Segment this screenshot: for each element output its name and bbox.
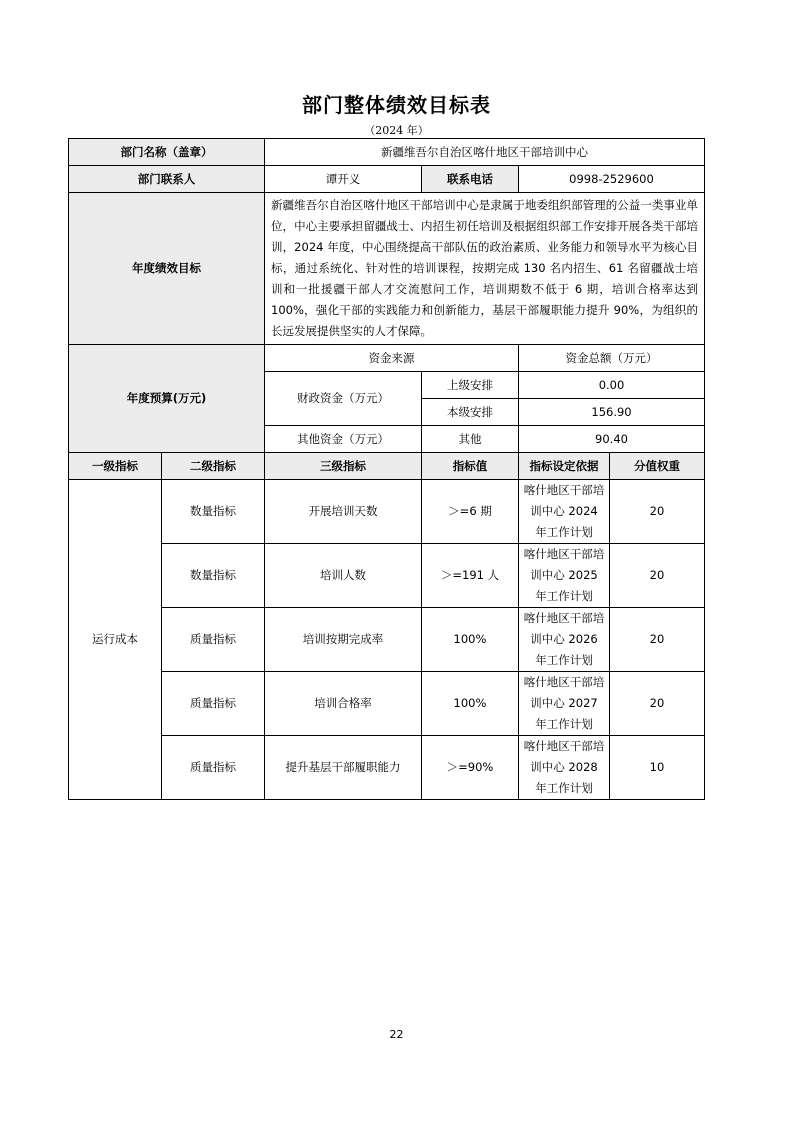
level1-indicator: 运行成本 (69, 480, 162, 800)
level2-indicator: 质量指标 (162, 736, 265, 800)
level2-indicator: 数量指标 (162, 480, 265, 544)
indicator-value: ＞=191 人 (422, 544, 519, 608)
upper-allocation-label: 上级安排 (422, 372, 519, 399)
level3-indicator: 提升基层干部履职能力 (265, 736, 422, 800)
other-fund-sub: 其他 (422, 426, 519, 453)
level3-indicator: 培训按期完成率 (265, 608, 422, 672)
header-weight: 分值权重 (610, 453, 705, 480)
level2-indicator: 数量指标 (162, 544, 265, 608)
header-level2: 二级指标 (162, 453, 265, 480)
phone-label: 联系电话 (422, 166, 519, 193)
indicator-basis: 喀什地区干部培训中心 2026 年工作计划 (519, 608, 610, 672)
indicator-value: ＞=6 期 (422, 480, 519, 544)
fund-total-header: 资金总额（万元） (519, 345, 705, 372)
indicator-value: ＞=90% (422, 736, 519, 800)
upper-allocation-value: 0.00 (519, 372, 705, 399)
other-fund-label: 其他资金（万元） (265, 426, 422, 453)
page-title: 部门整体绩效目标表 (302, 93, 491, 117)
dept-name-label: 部门名称（盖章） (69, 139, 265, 166)
goal-label: 年度绩效目标 (69, 193, 265, 345)
indicator-basis: 喀什地区干部培训中心 2028 年工作计划 (519, 736, 610, 800)
local-allocation-label: 本级安排 (422, 399, 519, 426)
fiscal-fund-label: 财政资金（万元） (265, 372, 422, 426)
indicator-basis: 喀什地区干部培训中心 2024 年工作计划 (519, 480, 610, 544)
other-fund-value: 90.40 (519, 426, 705, 453)
indicator-basis: 喀什地区干部培训中心 2025 年工作计划 (519, 544, 610, 608)
indicator-weight: 10 (610, 736, 705, 800)
indicator-weight: 20 (610, 672, 705, 736)
level2-indicator: 质量指标 (162, 672, 265, 736)
budget-label: 年度预算(万元) (69, 345, 265, 453)
page-number: 22 (389, 1028, 404, 1041)
local-allocation-value: 156.90 (519, 399, 705, 426)
indicator-value: 100% (422, 608, 519, 672)
year-label: （2024 年） (364, 124, 429, 137)
dept-name-value: 新疆维吾尔自治区喀什地区干部培训中心 (265, 139, 705, 166)
table-row (69, 736, 705, 800)
level3-indicator: 培训合格率 (265, 672, 422, 736)
level3-indicator: 培训人数 (265, 544, 422, 608)
level3-indicator: 开展培训天数 (265, 480, 422, 544)
goal-text: 新疆维吾尔自治区喀什地区干部培训中心是隶属于地委组织部管理的公益一类事业单位，中心主要承担留疆战士、内招生初任培训及根据组织部工作安排开展各类干部培训，2024 年度，中心围绕提高干部队伍的政治素质、业务能力和领导水平为核心目标，通过系统化、针对性的培训课程，按期完成 130 名内招生、61 名留疆战士培训和一批援疆干部人才交流慰问工作，培训期数不低于 6 期，培训合格率达到 100%，强化干部的实践能力和创新能力，基层干部履职能力提升 90%，为组织的长远发展提供坚实的人才保障。 (265, 193, 705, 345)
header-value: 指标值 (422, 453, 519, 480)
table-row (69, 672, 705, 736)
header-level1: 一级指标 (69, 453, 162, 480)
table-row (69, 544, 705, 608)
header-level3: 三级指标 (265, 453, 422, 480)
indicator-value: 100% (422, 672, 519, 736)
indicator-weight: 20 (610, 608, 705, 672)
level2-indicator: 质量指标 (162, 608, 265, 672)
fund-source-header: 资金来源 (265, 345, 519, 372)
performance-table (68, 138, 705, 800)
indicator-weight: 20 (610, 544, 705, 608)
header-basis: 指标设定依据 (519, 453, 610, 480)
table-row (69, 608, 705, 672)
table-row (69, 480, 705, 544)
contact-name: 谭开义 (265, 166, 422, 193)
indicator-basis: 喀什地区干部培训中心 2027 年工作计划 (519, 672, 610, 736)
phone-value: 0998-2529600 (519, 166, 705, 193)
contact-label: 部门联系人 (69, 166, 265, 193)
indicator-weight: 20 (610, 480, 705, 544)
